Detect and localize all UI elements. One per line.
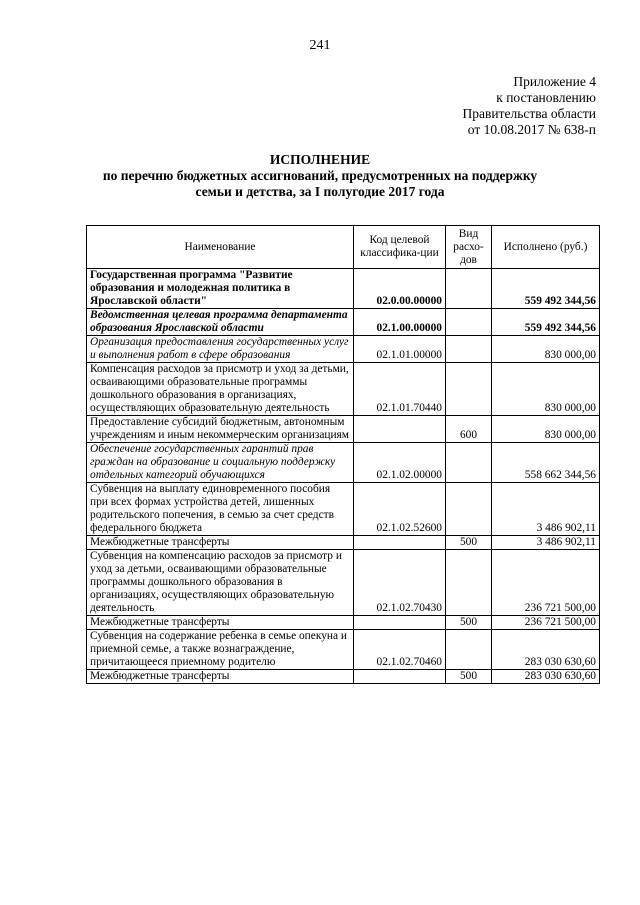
page-number: 241 <box>309 38 331 53</box>
table-row <box>87 269 600 309</box>
code-cell <box>354 536 446 550</box>
name-cell: Субвенция на компенсацию расходов за присмотр и уход за детьми, осваивающими образовательные программы дошкольного образования в организациях, осуществляющих образовательную деятельность <box>87 550 354 616</box>
table-row <box>87 443 600 483</box>
code-cell <box>354 616 446 630</box>
code-cell <box>354 416 446 443</box>
code-cell: 02.1.02.70460 <box>354 630 446 670</box>
name-cell: Компенсация расходов за присмотр и уход за детьми, осваивающими образовательные программы дошкольного образования в организациях, осуществляющих образовательную деятельность <box>87 363 354 416</box>
name-cell: Межбюджетные трансферты <box>87 616 354 630</box>
table-header-row <box>87 226 600 269</box>
table-row <box>87 363 600 416</box>
code-cell: 02.1.02.70430 <box>354 550 446 616</box>
type-cell <box>446 630 492 670</box>
type-cell <box>446 443 492 483</box>
budget-table <box>86 225 600 684</box>
name-cell: Организация предоставления государственных услуг и выполнения работ в сфере образования <box>87 336 354 363</box>
type-cell: 500 <box>446 536 492 550</box>
name-cell: Обеспечение государственных гарантий прав граждан на образование и социальную поддержку отдельных категорий обучающихся <box>87 443 354 483</box>
appendix-line: Правительства области <box>462 106 596 121</box>
name-cell: Государственная программа "Развитие образования и молодежная политика в Ярославской области" <box>87 269 354 309</box>
type-cell <box>446 336 492 363</box>
type-cell: 500 <box>446 616 492 630</box>
table-row <box>87 616 600 630</box>
table-row <box>87 670 600 684</box>
header-amount: Исполнено (руб.) <box>492 226 600 269</box>
title-main: ИСПОЛНЕНИЕ <box>269 152 371 167</box>
amount-cell: 236 721 500,00 <box>492 616 600 630</box>
header-code: Код целевой классифика-ции <box>354 226 446 269</box>
table-row <box>87 630 600 670</box>
appendix-line: к постановлению <box>496 90 596 105</box>
amount-cell: 559 492 344,56 <box>492 309 600 336</box>
name-cell: Субвенция на содержание ребенка в семье опекуна и приемной семье, а также вознаграждение, причитающееся приемному родителю <box>87 630 354 670</box>
amount-cell: 830 000,00 <box>492 416 600 443</box>
type-cell <box>446 363 492 416</box>
table-row <box>87 309 600 336</box>
amount-cell: 283 030 630,60 <box>492 630 600 670</box>
document-title <box>60 152 580 200</box>
name-cell: Ведомственная целевая программа департамента образования Ярославской области <box>87 309 354 336</box>
table-row <box>87 536 600 550</box>
table-row <box>87 416 600 443</box>
header-type: Вид расхо-дов <box>446 226 492 269</box>
code-cell: 02.0.00.00000 <box>354 269 446 309</box>
amount-cell: 3 486 902,11 <box>492 483 600 536</box>
table-body <box>87 269 600 684</box>
type-cell <box>446 550 492 616</box>
name-cell: Межбюджетные трансферты <box>87 536 354 550</box>
code-cell: 02.1.02.52600 <box>354 483 446 536</box>
appendix-line: Приложение 4 <box>513 74 596 89</box>
code-cell <box>354 670 446 684</box>
table-row <box>87 336 600 363</box>
code-cell: 02.1.01.70440 <box>354 363 446 416</box>
type-cell <box>446 483 492 536</box>
name-cell: Предоставление субсидий бюджетным, автономным учреждениям и иным некоммерческим организациям <box>87 416 354 443</box>
table-row <box>87 483 600 536</box>
title-subtitle: семьи и детства, за I полугодие 2017 года <box>195 184 445 199</box>
code-cell: 02.1.02.00000 <box>354 443 446 483</box>
type-cell <box>446 269 492 309</box>
code-cell: 02.1.01.00000 <box>354 336 446 363</box>
type-cell: 500 <box>446 670 492 684</box>
header-name: Наименование <box>87 226 354 269</box>
amount-cell: 3 486 902,11 <box>492 536 600 550</box>
type-cell <box>446 309 492 336</box>
appendix-reference <box>463 74 596 138</box>
amount-cell: 830 000,00 <box>492 336 600 363</box>
title-subtitle: по перечню бюджетных ассигнований, предусмотренных на поддержку <box>102 168 538 183</box>
appendix-line: от 10.08.2017 № 638-п <box>467 122 596 137</box>
type-cell: 600 <box>446 416 492 443</box>
amount-cell: 236 721 500,00 <box>492 550 600 616</box>
amount-cell: 830 000,00 <box>492 363 600 416</box>
name-cell: Межбюджетные трансферты <box>87 670 354 684</box>
amount-cell: 559 492 344,56 <box>492 269 600 309</box>
amount-cell: 283 030 630,60 <box>492 670 600 684</box>
name-cell: Субвенция на выплату единовременного пособия при всех формах устройства детей, лишенных родительского попечения, в семью за счет средств федерального бюджета <box>87 483 354 536</box>
table-row <box>87 550 600 616</box>
amount-cell: 558 662 344,56 <box>492 443 600 483</box>
code-cell: 02.1.00.00000 <box>354 309 446 336</box>
